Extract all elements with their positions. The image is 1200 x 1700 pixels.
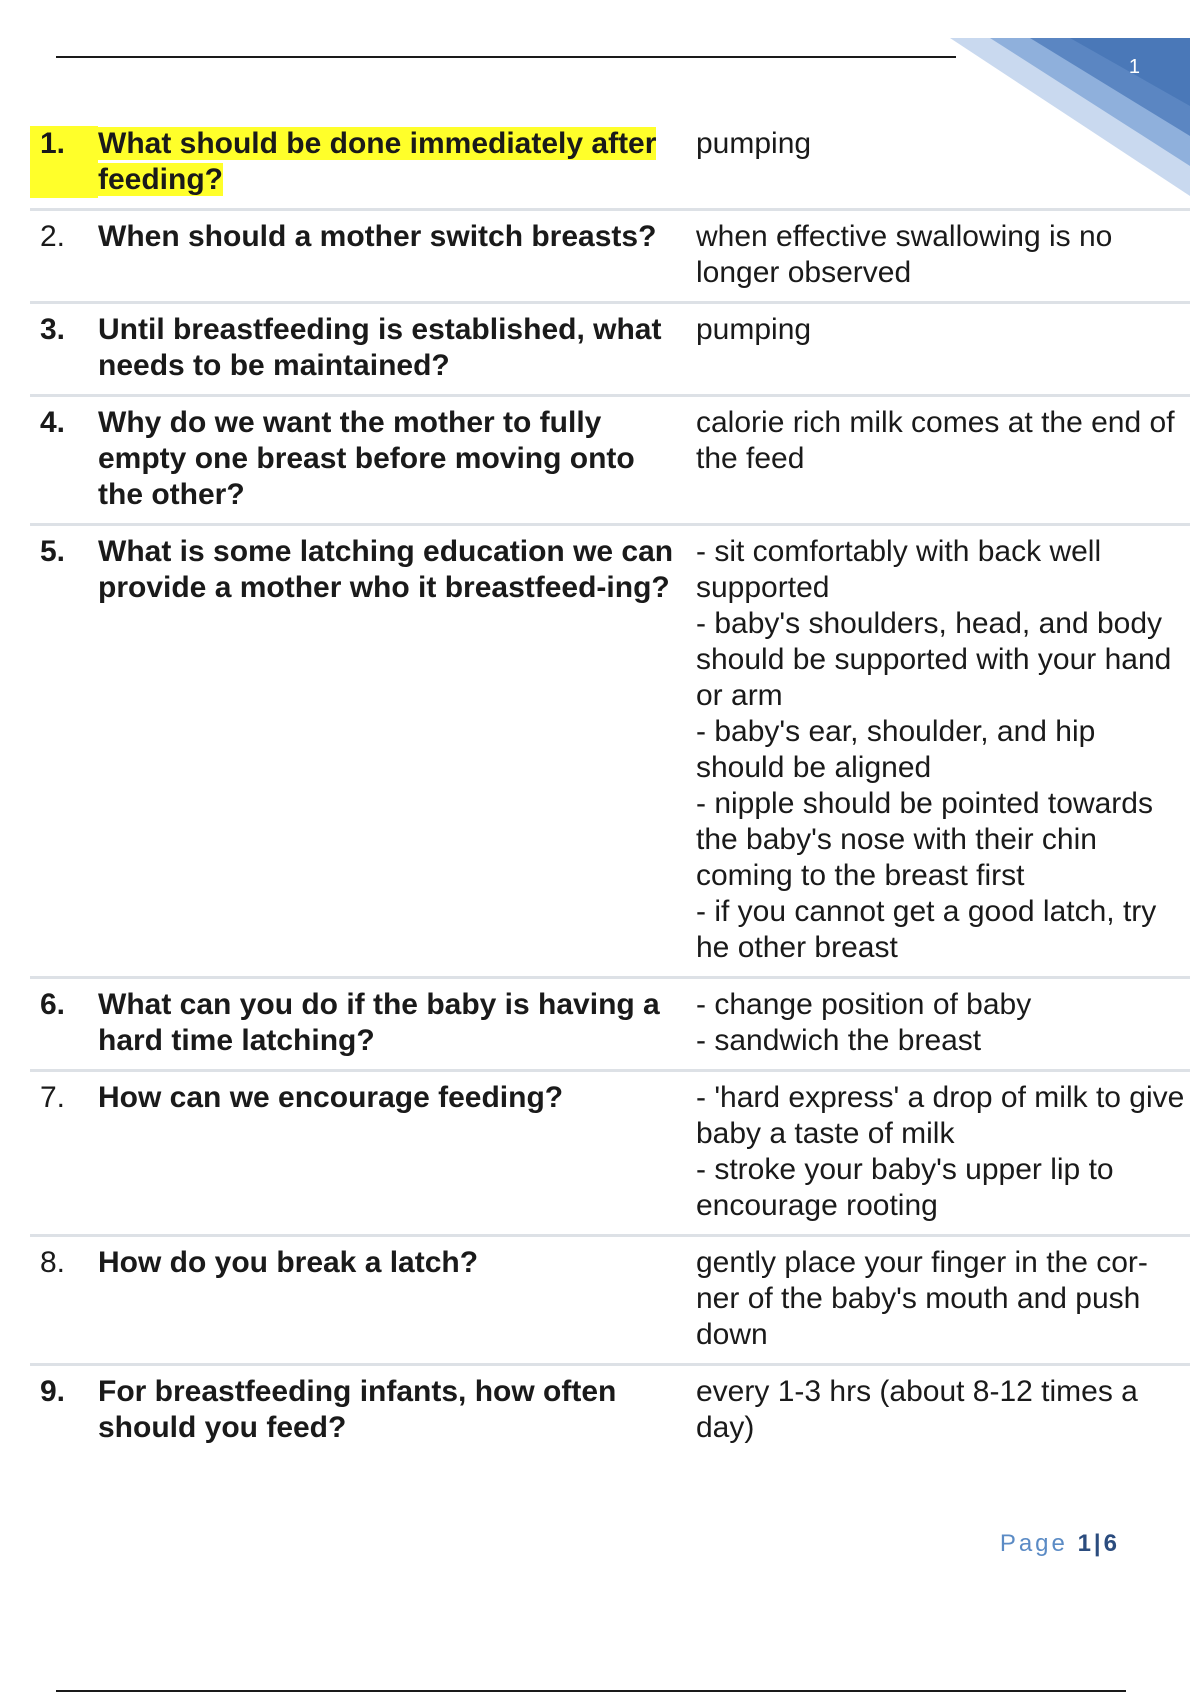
card-question [30,987,690,1059]
card-answer: - change position of baby - sandwich the breast [696,988,1032,1057]
card-answer: - 'hard express' a drop of milk to give baby a taste of milk - stroke your baby's upper lip to encourage rooting [696,1081,1185,1222]
card-answer: - sit comfortably with back well supported - baby's shoulders, head, and body should be supported with your hand or arm - baby's ear, shoulder, and hip should be aligned - nipple should be pointed towards the baby's nose with their chin coming to the breast first - if you cannot get a good latch, try he other breast [696,535,1172,964]
flashcard-row [30,526,1190,979]
card-question-text: How can we encourage feeding? [98,1081,564,1114]
flashcard-row [30,397,1190,526]
card-answer: when effective swallowing is no longer observed [696,220,1113,289]
flashcard-row [30,211,1190,304]
page-total: 6 [1103,1530,1120,1557]
card-answer: calorie rich milk comes at the end of the feed [696,406,1175,475]
flashcard-row [30,118,1190,211]
card-answer: pumping [696,127,812,160]
flashcard-row [30,979,1190,1072]
card-question-text: What is some latching education we can provide a mother who it breastfeed-ing? [98,535,674,604]
page-current: 1 [1077,1530,1094,1557]
card-answer: gently place your finger in the cor-ner of the baby's mouth and push down [696,1246,1148,1351]
card-question [30,405,690,513]
card-question [30,312,690,384]
card-number: 9. [40,1375,66,1408]
flashcard-row [30,1237,1190,1366]
flashcard-list [30,118,1190,1456]
card-number: 8. [40,1246,66,1279]
question-highlight: What should be done immediately after feeding? [98,127,657,196]
card-question-text: For breastfeeding infants, how often should you feed? [98,1375,617,1444]
card-question-text: What can you do if the baby is having a hard time latching? [98,988,660,1057]
card-question-text: Until breastfeeding is established, what needs to be maintained? [98,313,662,382]
card-number: 5. [40,535,66,568]
card-answer: pumping [696,313,812,346]
card-number: 7. [40,1081,66,1114]
header-rule [56,56,956,58]
card-question [30,1080,690,1224]
card-question-text [98,126,690,198]
card-question [30,1245,690,1353]
card-number: 1. [30,126,98,198]
card-question [30,534,690,966]
footer-rule [56,1690,1126,1692]
page-footer [1000,1530,1120,1558]
card-question-text: When should a mother switch breasts? [98,220,657,253]
card-number: 4. [40,406,66,439]
header-page-number: 1 [1128,56,1140,78]
card-number: 3. [40,313,66,346]
page-separator: | [1093,1530,1104,1557]
flashcard-row [30,304,1190,397]
card-number: 2. [40,220,66,253]
card-question-text: How do you break a latch? [98,1246,479,1279]
card-question [30,1374,690,1446]
page-word: Page [999,1530,1068,1557]
card-question-text: Why do we want the mother to fully empty one breast before moving onto the other? [98,406,635,511]
flashcard-row [30,1366,1190,1456]
card-question [30,126,690,198]
card-answer: every 1-3 hrs (about 8-12 times a day) [696,1375,1138,1444]
flashcard-row [30,1072,1190,1237]
card-question [30,219,690,291]
card-number: 6. [40,988,66,1021]
